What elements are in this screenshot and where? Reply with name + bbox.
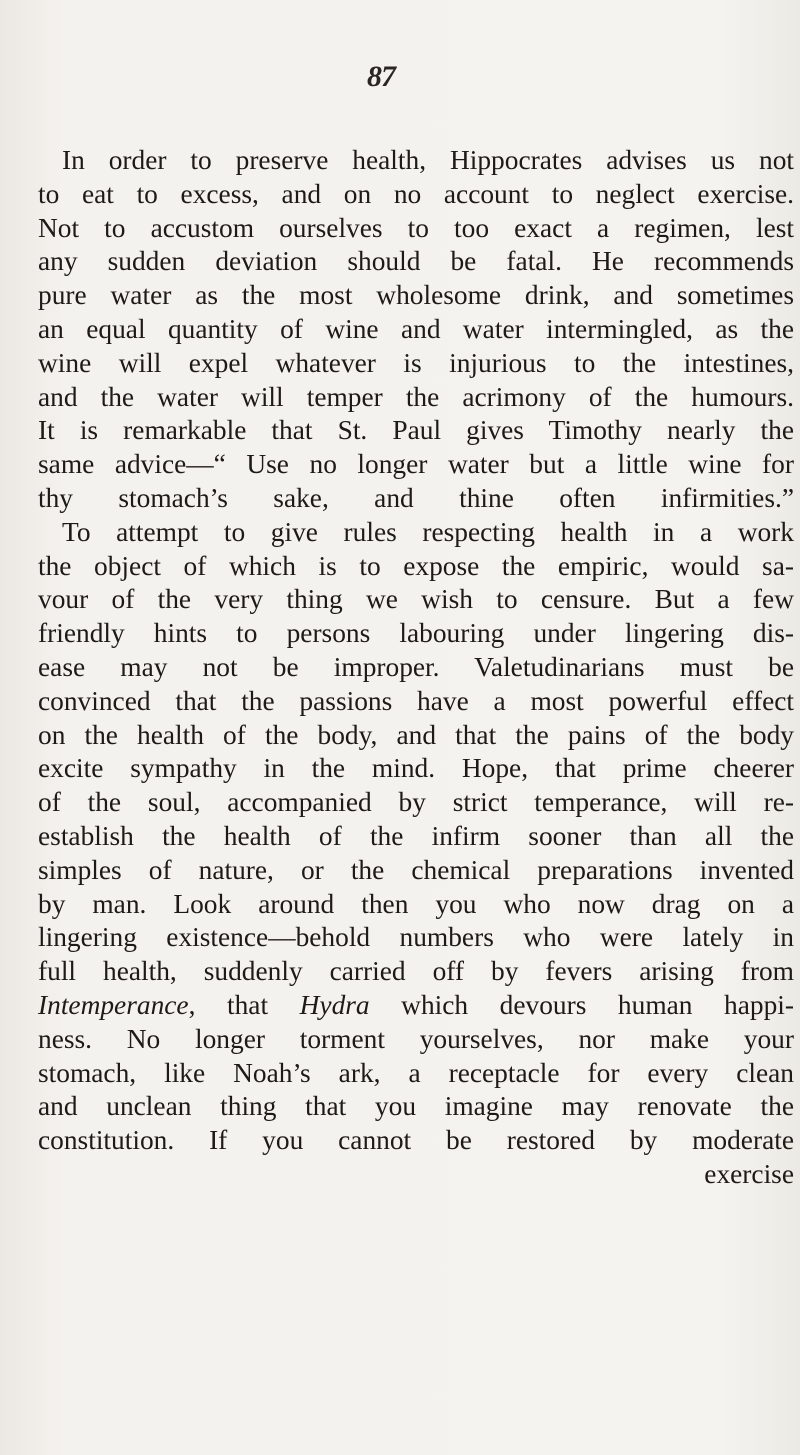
text-line: an equal quantity of wine and water intermingled, as the <box>38 313 794 344</box>
text-line: friendly hints to persons labouring under lingering dis- <box>38 618 794 649</box>
italic-term: Intemperance <box>38 989 189 1020</box>
text-line: full health, suddenly carried off by fevers arising from <box>38 956 794 987</box>
text-line: In order to preserve health, Hippocrates advises us not <box>62 145 794 175</box>
catchword: exercise <box>704 1158 794 1189</box>
text-line: To attempt to give rules respecting health in a work <box>62 516 794 547</box>
text-line: establish the health of the infirm sooner than all the <box>38 820 794 851</box>
text-line: Not to accustom ourselves to too exact a regimen, lest <box>38 212 794 243</box>
text-line: by man. Look around then you who now drag on a <box>38 888 794 919</box>
text-segment: , that <box>188 989 300 1020</box>
text-line: of the soul, accompanied by strict temperance, will re- <box>38 787 794 818</box>
text-line: It is remarkable that St. Paul gives Timothy nearly the <box>38 415 794 446</box>
body-text <box>38 144 794 1192</box>
text-line: any sudden deviation should be fatal. He recommends <box>38 246 794 277</box>
page-number: 87 <box>367 60 395 93</box>
text-line: stomach, like Noah’s ark, a receptacle for every clean <box>38 1057 794 1088</box>
text-line: vour of the very thing we wish to censure. But a few <box>38 584 794 615</box>
text-line: the object of which is to expose the empiric, would sa- <box>38 550 794 581</box>
italic-term: Hydra <box>299 989 370 1020</box>
text-line: pure water as the most wholesome drink, and sometimes <box>38 280 794 311</box>
text-line: to eat to excess, and on no account to neglect exercise. <box>38 178 794 209</box>
text-segment: which devours human happi- <box>369 989 794 1020</box>
text-line: ease may not be improper. Valetudinarians must be <box>38 651 794 682</box>
text-line: ness. No longer torment yourselves, nor make your <box>38 1023 794 1054</box>
text-line: thy stomach’s sake, and thine often infirmities.” <box>38 482 794 513</box>
text-line: same advice—“ Use no longer water but a little wine for <box>38 449 794 480</box>
text-line: and unclean thing that you imagine may renovate the <box>38 1091 794 1122</box>
text-line: constitution. If you cannot be restored by moderate <box>38 1125 794 1156</box>
text-line: excite sympathy in the mind. Hope, that prime cheerer <box>38 753 794 784</box>
text-line <box>38 989 794 1023</box>
text-line: convinced that the passions have a most powerful effect <box>38 685 794 716</box>
text-line: simples of nature, or the chemical preparations invented <box>38 854 794 885</box>
text-line: and the water will temper the acrimony of the humours. <box>38 381 794 412</box>
text-line: on the health of the body, and that the pains of the body <box>38 719 794 750</box>
text-line: wine will expel whatever is injurious to the intestines, <box>38 347 794 378</box>
text-line: lingering existence—behold numbers who were lately in <box>38 922 794 953</box>
